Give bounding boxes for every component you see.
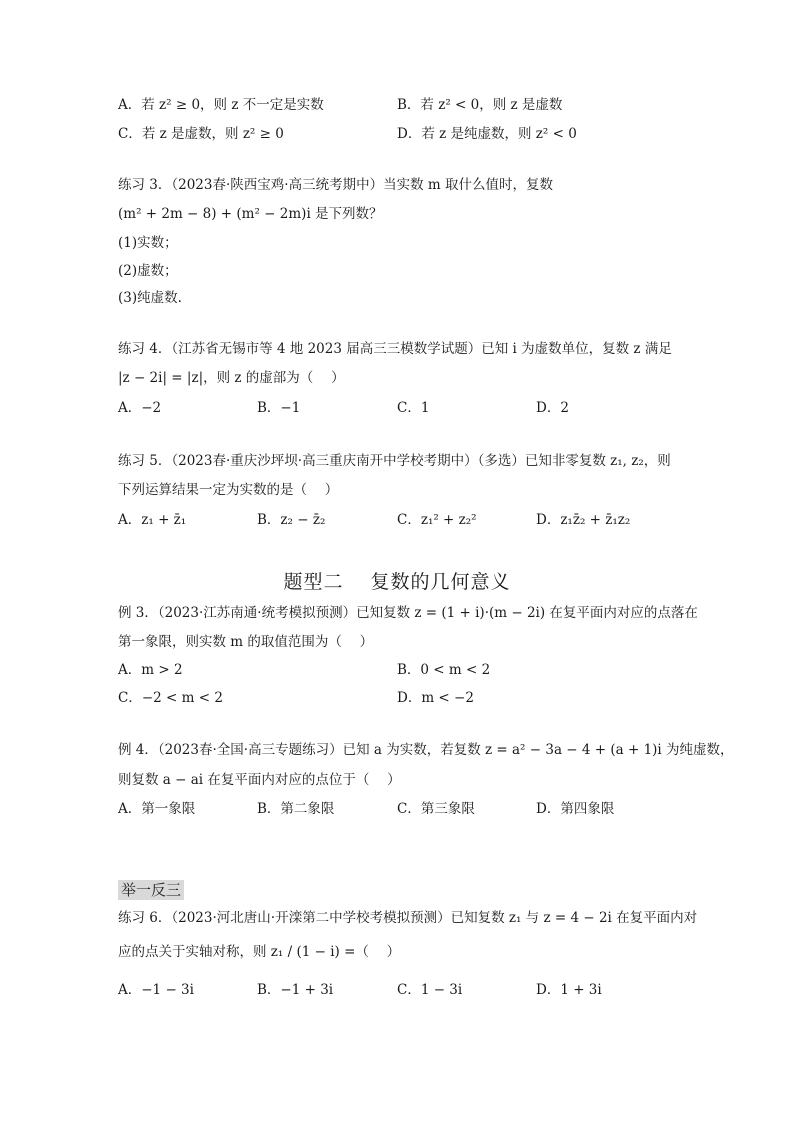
exercise-3-sub2: (2)虚数； — [118, 263, 178, 279]
exercise-6-stem-line1: 练习 6．（2023·河北唐山·开滦第二中学校考模拟预测）已知复数 z₁ 与 z = 4 − 2i 在复平面内对 — [118, 910, 698, 926]
example-3-option-b: B．0 < m < 2 — [397, 662, 491, 678]
example-3-option-d: D．m < −2 — [397, 690, 474, 706]
exercise-4-option-d: D．2 — [536, 400, 569, 416]
exercise-4-option-b: B．−1 — [257, 400, 301, 416]
example-4-stem-line2: 则复数 a − ai 在复平面内对应的点位于（ ） — [118, 772, 401, 788]
practice-tag: 举一反三 — [118, 880, 184, 900]
example-4-option-b: B．第二象限 — [257, 801, 335, 817]
exercise-5-option-a: A．z₁ + z̄₁ — [118, 512, 187, 528]
example-3-option-c: C．−2 < m < 2 — [118, 690, 223, 706]
exercise-3-stem-line1: 练习 3．（2023春·陕西宝鸡·高三统考期中）当实数 m 取什么值时，复数 — [118, 177, 553, 193]
exercise-6-option-b: B．−1 + 3i — [257, 982, 334, 998]
example-3-option-a: A．m > 2 — [118, 662, 183, 678]
exercise-6-option-d: D．1 + 3i — [536, 982, 602, 998]
exercise-5-option-d: D．z₁z̄₂ + z̄₁z₂ — [536, 512, 631, 528]
example-3-stem-line2: 第一象限，则实数 m 的取值范围为（ ） — [118, 634, 374, 650]
exercise-5-stem-line1: 练习 5．（2023春·重庆沙坪坝·高三重庆南开中学校考期中）（多选）已知非零复数 z₁, z₂，则 — [118, 453, 671, 469]
exercise-3-sub3: (3)纯虚数. — [118, 290, 182, 306]
prev-option-c: C．若 z 是虚数，则 z² ≥ 0 — [118, 126, 284, 142]
example-3-stem-line1: 例 3．（2023·江苏南通·统考模拟预测）已知复数 z = (1 + i)·(m − 2i) 在复平面内对应的点落在 — [118, 605, 698, 621]
exercise-6-option-a: A．−1 − 3i — [118, 982, 194, 998]
exercise-5-option-c: C．z₁² + z₂² — [397, 512, 477, 528]
exercise-5-option-b: B．z₂ − z̄₂ — [257, 512, 326, 528]
prev-option-a: A．若 z² ≥ 0，则 z 不一定是实数 — [118, 97, 324, 113]
example-4-option-a: A．第一象限 — [118, 801, 196, 817]
exercise-3-sub1: (1)实数； — [118, 235, 178, 251]
prev-option-d: D．若 z 是纯虚数，则 z² < 0 — [397, 126, 577, 142]
prev-option-b: B．若 z² < 0，则 z 是虚数 — [397, 97, 563, 113]
exercise-6-option-c: C．1 − 3i — [397, 982, 463, 998]
exercise-5-stem-line2: 下列运算结果一定为实数的是（ ） — [118, 482, 339, 498]
exercise-4-stem-line1: 练习 4．（江苏省无锡市等 4 地 2023 届高三三模数学试题）已知 i 为虚数单位，复数 z 满足 — [118, 341, 672, 357]
example-4-stem-line1: 例 4．（2023春·全国·高三专题练习）已知 a 为实数，若复数 z = a² − 3a − 4 + (a + 1)i 为纯虚数， — [118, 742, 734, 758]
example-4-option-d: D．第四象限 — [536, 801, 615, 817]
section-title: 题型二 复数的几何意义 — [283, 571, 511, 593]
example-4-option-c: C．第三象限 — [397, 801, 475, 817]
exercise-4-option-a: A．−2 — [118, 400, 162, 416]
exercise-6-stem-line2: 应的点关于实轴对称，则 z₁ / (1 − i) =（ ） — [118, 944, 401, 960]
exercise-4-stem-line2: |z − 2i| = |z|，则 z 的虚部为（ ） — [118, 370, 345, 386]
exercise-3-stem-line2: (m² + 2m − 8) + (m² − 2m)i 是下列数？ — [118, 206, 383, 222]
exercise-4-option-c: C．1 — [397, 400, 430, 416]
